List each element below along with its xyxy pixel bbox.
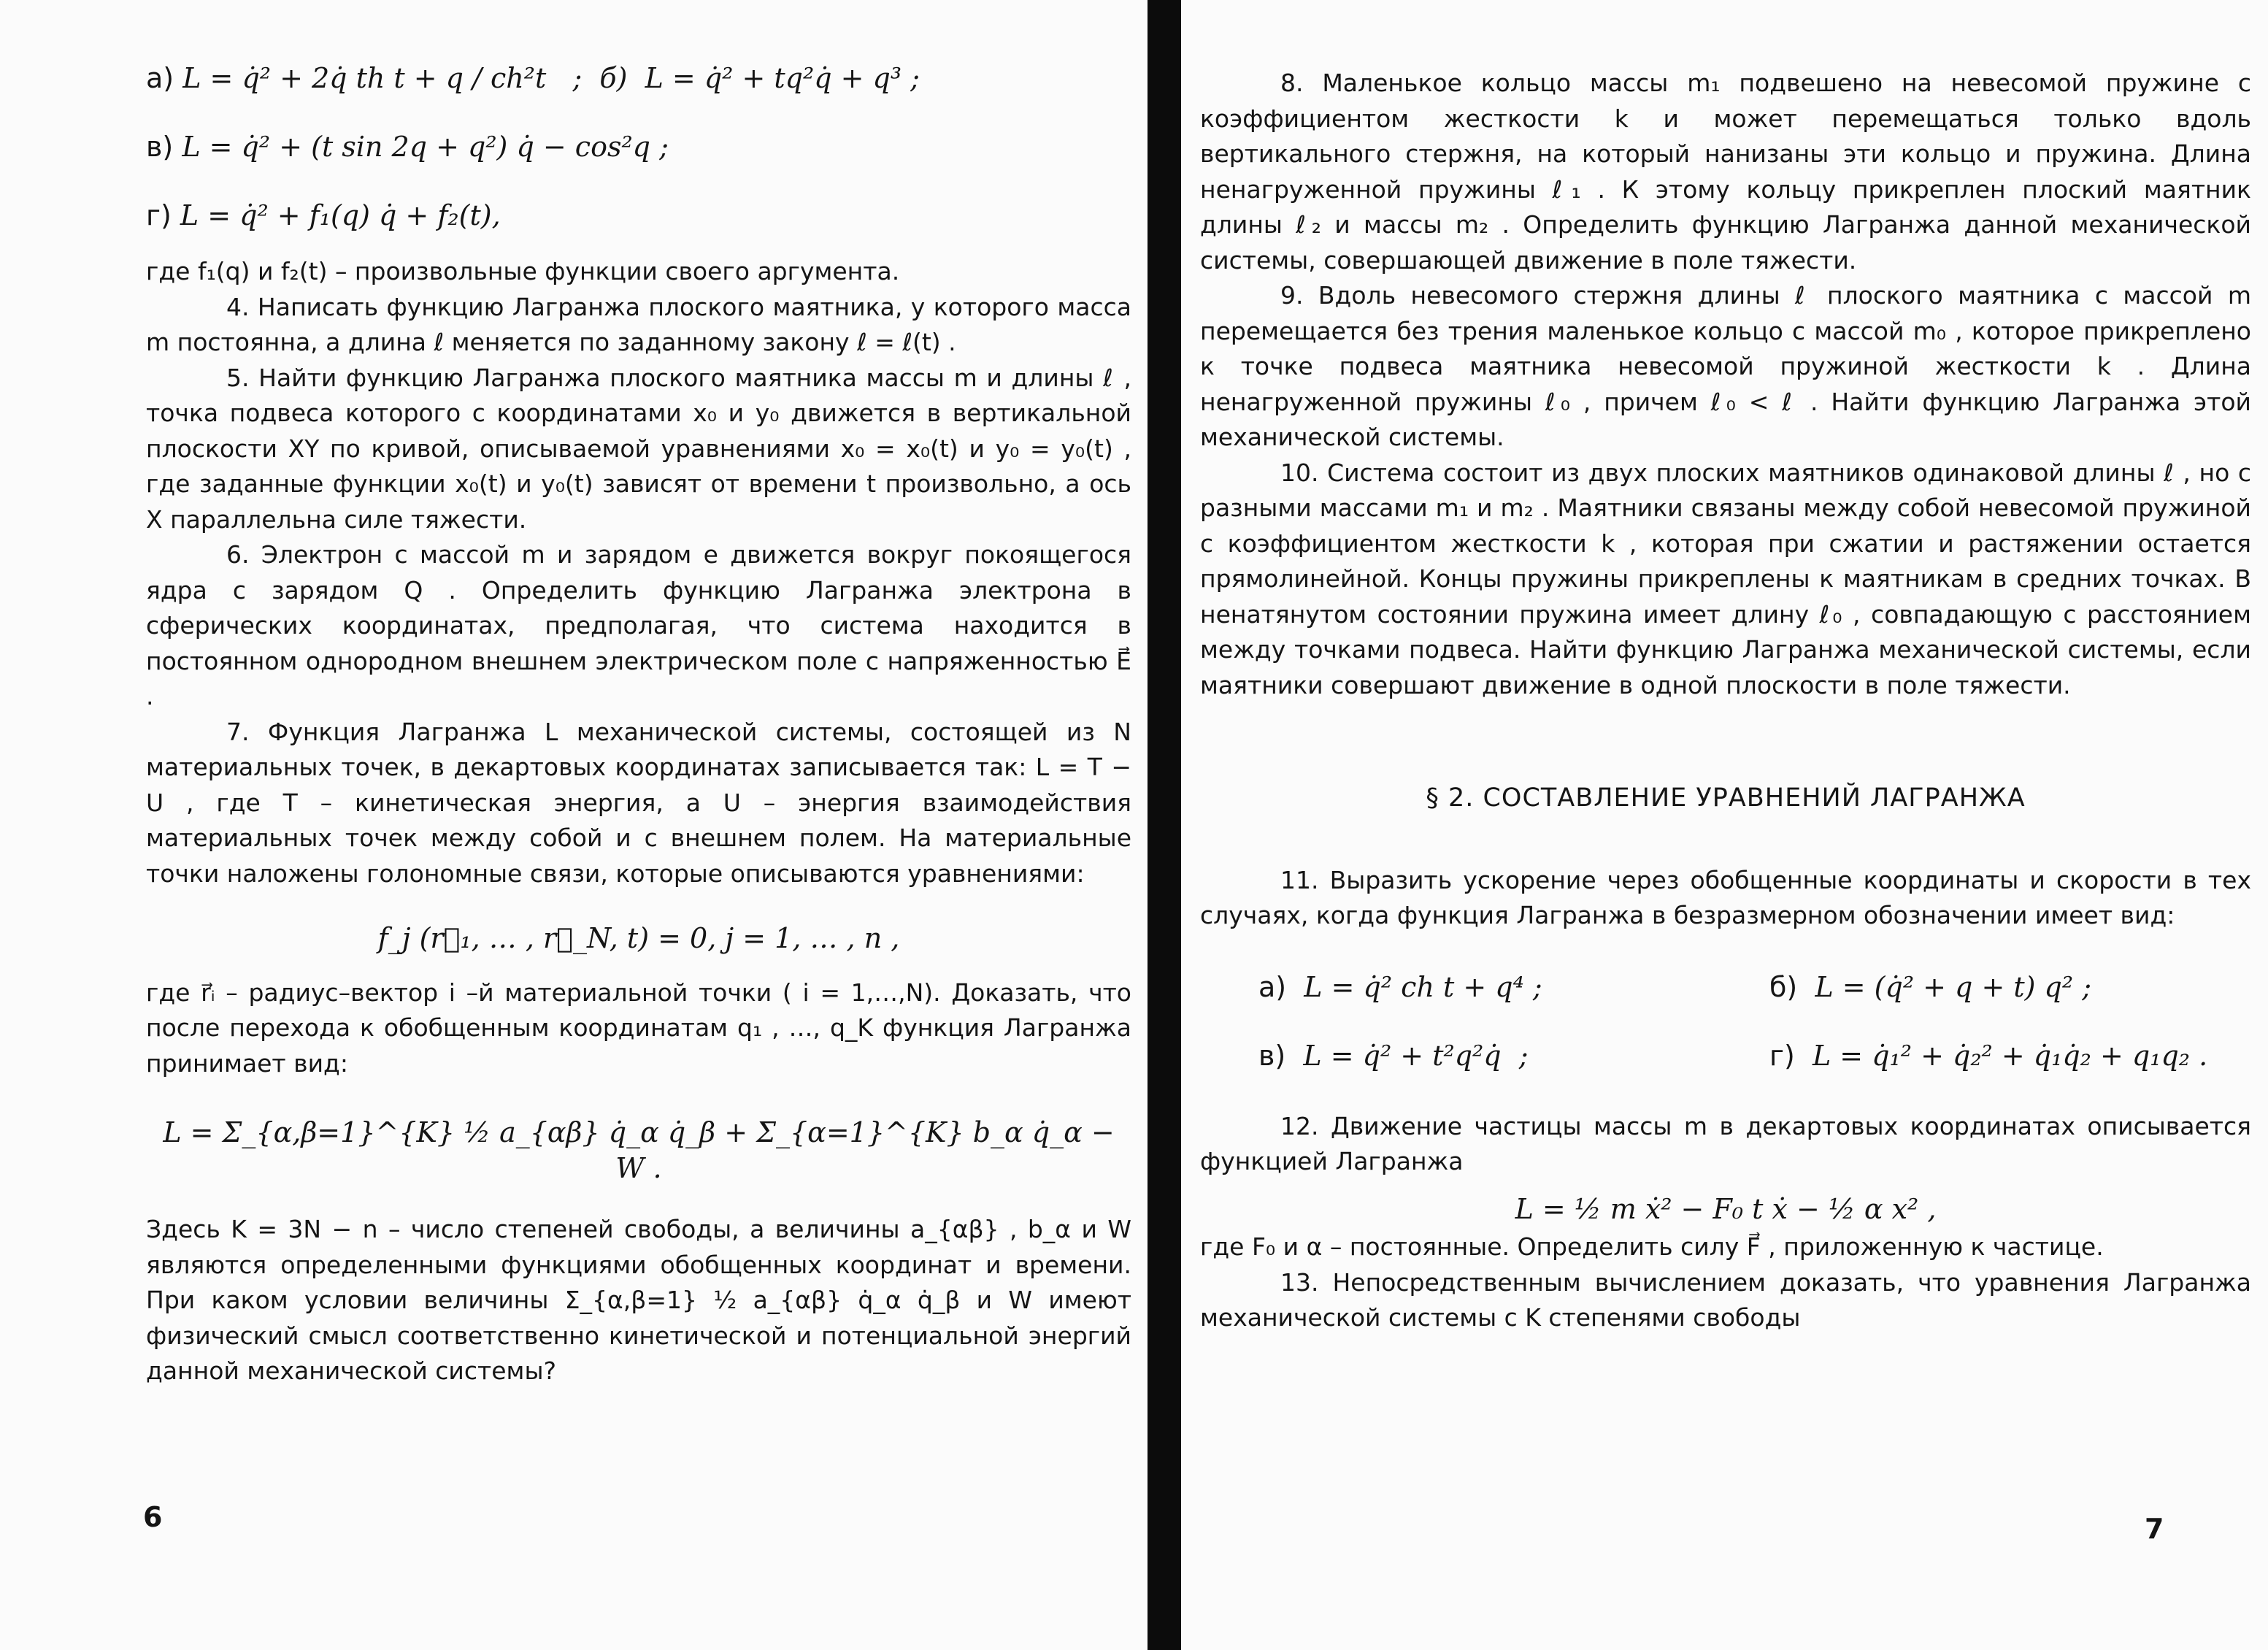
functions-note: где f₁(q) и f₂(t) – произвольные функции своего аргумента.	[146, 257, 900, 285]
problem-10: 10. Система состоит из двух плоских маятников одинаковой длины ℓ , но с разными массами m₁ и m₂ . Маятники связаны между собой невесомой пружиной с коэффициентом жесткости k , которая при сжатии и растяжении остается прямолинейной. Концы пружины прикреплены к маятникам в средних точках. В ненатянутом состоянии пружина имеет длину ℓ₀ , совпадающую с расстоянием между точками подвеса. Найти функцию Лагранжа механической системы, если маятники совершают движение в одной плоскости в поле тяжести.	[1200, 458, 2251, 699]
problem-4: 4. Написать функцию Лагранжа плоского маятника, у которого масса m постоянна, а длина ℓ меняется по заданному закону ℓ = ℓ(t) .	[146, 292, 1131, 356]
formula-expr: L = q̇₁² + q̇₂² + q̇₁q̇₂ + q₁q₂ .	[1812, 1039, 2208, 1072]
formula-expr: L = q̇² + (t sin 2q + q²) q̇ − cos²q ;	[182, 131, 669, 163]
formula-11-d	[1769, 1021, 2251, 1090]
page-number-left: 6	[143, 1501, 163, 1533]
problem-12-continued: где F₀ и α – постоянные. Определить силу F⃗ , приложенную к частице.	[1200, 1232, 2104, 1261]
formula-label: в)	[1258, 1039, 1286, 1072]
lagrangian-general-formula: L = Σ_{α,β=1}^{K} ½ a_{αβ} q̇_α q̇_β + Σ_{α=1}^{K} b_α q̇_α − W .	[163, 1116, 1115, 1184]
section-heading: § 2. СОСТАВЛЕНИЕ УРАВНЕНИЙ ЛАГРАНЖА	[1426, 783, 2026, 813]
constraints-formula: f_j (r⃗₁, … , r⃗_N, t) = 0, j = 1, … , n ,	[377, 922, 900, 954]
formula-11-b	[1769, 953, 2251, 1021]
book-spine	[1148, 0, 1181, 1650]
formula-b	[146, 112, 1131, 181]
formula-c	[146, 181, 1131, 250]
degrees-of-freedom-paragraph: Здесь K = 3N − n – число степеней свободы, а величины a_{αβ} , b_α и W являются определенными функциями обобщенных координат и времени. При каком условии величины Σ_{α,β=1} ½ a_{αβ} q̇_α q̇_β и W имеют физический смысл соответственно кинетической и потенциальной энергий данной механической системы?	[146, 1215, 1131, 1385]
problem-8: 8. Маленькое кольцо массы m₁ подвешено на невесомой пружине с коэффициентом жесткости k и может перемещаться только вдоль вертикального стержня, на который нанизаны эти кольцо и пружина. Длина ненагруженной пружины ℓ₁ . К этому кольцу прикреплен плоский маятник длины ℓ₂ и массы m₂ . Определить функцию Лагранжа данной механической системы, совершающей движение в поле тяжести.	[1200, 69, 2251, 275]
formula-11-a	[1258, 953, 1740, 1021]
formula-label: а)	[1258, 970, 1287, 1003]
problem-6: 6. Электрон с массой m и зарядом e движется вокруг покоящегося ядра с зарядом Q . Определить функцию Лагранжа электрона в сферических координатах, предполагая, что система находится в постоянном однородном внешнем электрическом поле с напряженностью E⃗ .	[146, 540, 1131, 710]
problem-7: 7. Функция Лагранжа L механической системы, состоящей из N материальных точек, в декартовых координатах записывается так: L = T − U , где T – кинетическая энергия, а U – энергия взаимодействия материальных точек между собой и с внешнем полем. На материальные точки наложены голономные связи, которые описываются уравнениями:	[146, 717, 1131, 888]
problem-5: 5. Найти функцию Лагранжа плоского маятника массы m и длины ℓ , точка подвеса которого с координатами x₀ и y₀ движется в вертикальной плоскости XY по кривой, описываемой уравнениями x₀ = x₀(t) и y₀ = y₀(t) , где заданные функции x₀(t) и y₀(t) зависят от времени t произвольно, а ось X параллельна силе тяжести.	[146, 363, 1131, 534]
problem-9: 9. Вдоль невесомого стержня длины ℓ плоского маятника с массой m перемещается без трения маленькое кольцо с массой m₀ , которое прикреплено к точке подвеса маятника невесомой пружиной жесткости k . Длина ненагруженной пружины ℓ₀ , причем ℓ₀ < ℓ . Найти функцию Лагранжа этой механической системы.	[1200, 281, 2251, 451]
formula-label: в)	[146, 131, 174, 163]
formula-expr: L = (q̇² + q + t) q² ;	[1815, 970, 2091, 1003]
problem-12: 12. Движение частицы массы m в декартовых координатах описывается функцией Лагранжа	[1200, 1111, 2251, 1175]
formula-expr: L = q̇² + f₁(q) q̇ + f₂(t),	[180, 199, 501, 231]
lagrangian-formula-list	[146, 44, 1131, 250]
left-page-content	[146, 44, 1131, 1389]
formula-label: а)	[146, 62, 174, 94]
problem-11: 11. Выразить ускорение через обобщенные координаты и скорости в тех случаях, когда функция Лагранжа в безразмерном обозначении имеет вид:	[1200, 865, 2251, 929]
problem-11-formulas	[1258, 953, 2251, 1090]
formula-expr: L = q̇² + t²q²q̇ ;	[1303, 1039, 1529, 1072]
page-number-right: 7	[2145, 1513, 2164, 1545]
radius-vector-paragraph: где r⃗ᵢ – радиус–вектор i –й материальной точки ( i = 1,…,N). Доказать, что после перехода к обобщенным координатам q₁ , …, q_K функция Лагранжа принимает вид:	[146, 978, 1131, 1078]
problem-13: 13. Непосредственным вычислением доказать, что уравнения Лагранжа механической системы с K степенями свободы	[1200, 1267, 2251, 1332]
formula-11-c	[1258, 1021, 1740, 1090]
formula-12: L = ½ m ẋ² − F₀ t ẋ − ½ α x² ,	[1515, 1192, 1937, 1225]
formula-expr: L = q̇² ch t + q⁴ ;	[1304, 970, 1542, 1003]
formula-expr: L = q̇² + 2q̇ th t + q / ch²t ; б) L = q̇² + tq²q̇ + q³ ;	[182, 62, 920, 94]
right-page	[1181, 0, 2268, 1650]
formula-label: б)	[1769, 970, 1798, 1003]
right-page-content	[1200, 66, 2251, 1336]
formula-label: г)	[146, 199, 172, 231]
formula-label: г)	[1769, 1039, 1795, 1072]
formula-a	[146, 44, 1131, 112]
